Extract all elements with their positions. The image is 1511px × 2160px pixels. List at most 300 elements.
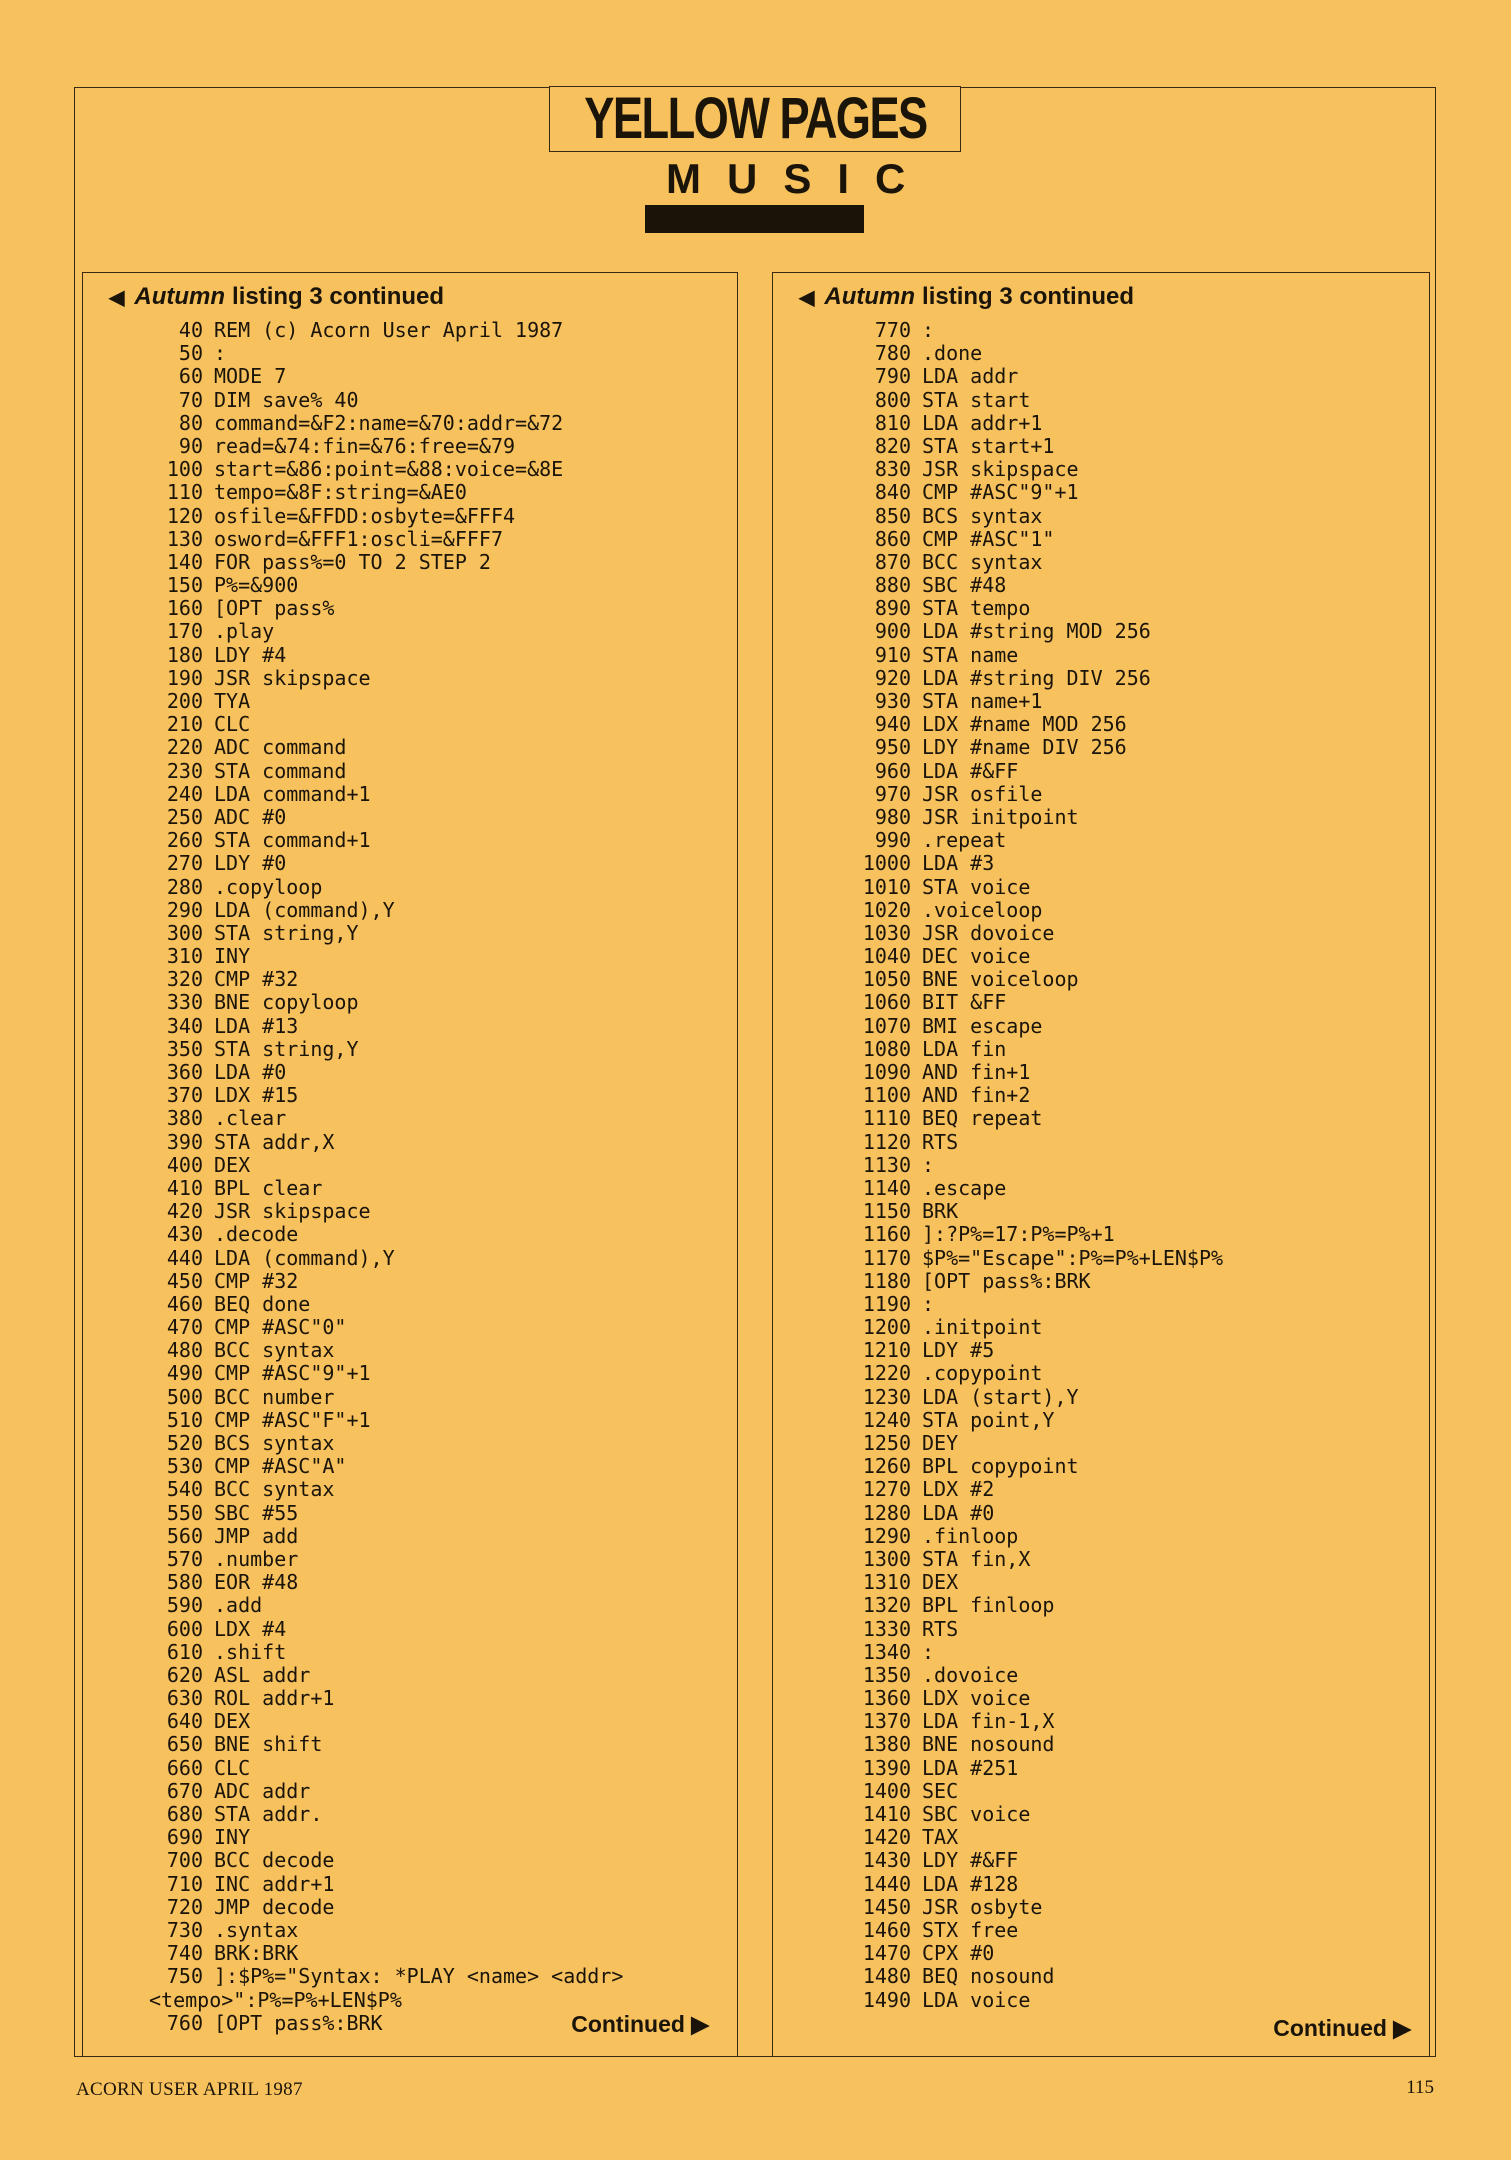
line-number: 1160 [862,1222,911,1247]
line-number: 1030 [862,920,911,945]
line-number: 630 [166,1686,203,1711]
line-code: : [922,1639,935,1664]
line-number: 360 [166,1060,203,1084]
line-code: .escape [922,1175,1007,1200]
line-number: 400 [166,1152,203,1177]
line-code: BEQ done [214,1291,311,1316]
code-line [83,1409,737,1432]
line-code: STA addr,X [214,1129,335,1154]
line-code: ADC addr [214,1778,311,1803]
code-line [773,365,1429,388]
line-number: 810 [874,410,911,435]
line-number: 770 [874,318,911,342]
line-number: 1270 [862,1477,911,1502]
line-number: 1340 [862,1639,911,1664]
code-line [773,1038,1429,1061]
line-number: 1020 [862,897,911,922]
line-number: 870 [874,549,911,574]
line-code: LDA voice [922,1987,1031,2012]
line-number: 160 [166,596,203,621]
line-code: command=&F2:name=&70:addr=&72 [214,410,564,435]
line-code: LDA #string MOD 256 [922,619,1151,644]
line-number: 970 [874,781,911,806]
code-line [773,458,1429,481]
code-line [83,1293,737,1316]
code-line [83,412,737,435]
code-line [773,806,1429,829]
line-number: 1390 [862,1755,911,1780]
line-code: STA string,Y [214,1036,359,1061]
code-line [773,412,1429,435]
code-line [773,1478,1429,1501]
line-number: 530 [166,1454,203,1479]
code-line [773,1177,1429,1200]
line-number: 1000 [862,851,911,876]
code-listing-right [773,319,1429,2012]
line-code: LDA #251 [922,1755,1019,1780]
line-code: CMP #32 [214,1268,299,1293]
code-line [83,1757,737,1780]
code-line [773,1525,1429,1548]
line-number: 940 [874,712,911,737]
line-code: LDA #0 [922,1500,995,1525]
code-line [83,1594,737,1617]
line-number: 720 [166,1894,203,1919]
line-number: 470 [166,1315,203,1340]
code-line [773,829,1429,852]
code-line [773,1919,1429,1942]
line-number: 1240 [862,1407,911,1432]
line-code: LDA addr+1 [922,410,1043,435]
code-line [773,760,1429,783]
line-code: BMI escape [922,1013,1043,1038]
continued-label-left: Continued ▶ [571,2011,709,2037]
code-line [773,1826,1429,1849]
line-code: P%=&900 [214,573,299,598]
line-code: .finloop [922,1523,1019,1548]
line-number: 1460 [862,1917,911,1942]
line-code: BRK [922,1199,959,1224]
line-code: DEX [922,1570,959,1595]
code-line [83,1525,737,1548]
line-code: JMP decode [214,1894,335,1919]
line-code: CMP #ASC"9"+1 [214,1361,371,1386]
line-number: 320 [166,967,203,992]
code-line [83,1107,737,1130]
line-code: BEQ repeat [922,1106,1043,1131]
line-number: 180 [166,642,203,667]
line-code: LDA fin-1,X [922,1709,1055,1734]
line-number: 1180 [862,1268,911,1293]
code-line [83,597,737,620]
line-number: 1310 [862,1570,911,1595]
line-code: BNE nosound [922,1732,1055,1757]
line-code: BPL copypoint [922,1454,1079,1479]
code-line [773,713,1429,736]
line-code: STA point,Y [922,1407,1055,1432]
line-code: SBC #48 [922,573,1007,598]
line-number: 340 [166,1013,203,1038]
panel-header-italic: Autumn [134,283,226,310]
code-line [83,1270,737,1293]
line-number: 210 [166,712,203,737]
code-line [83,1803,737,1826]
line-number: 1120 [862,1129,911,1154]
code-line [83,1223,737,1246]
code-line [83,713,737,736]
code-line [83,1548,737,1571]
line-number: 1290 [862,1523,911,1548]
code-line [773,1757,1429,1780]
line-code: [OPT pass% [214,596,335,621]
line-number: 760 [166,2010,203,2035]
code-listing-left [83,319,737,2035]
line-code: ]:?P%=17:P%=P%+1 [922,1222,1115,1247]
code-line [773,1386,1429,1409]
line-code: read=&74:fin=&76:free=&79 [214,433,516,458]
line-code: LDX #4 [214,1616,287,1641]
line-code: .number [214,1546,299,1571]
footer-page-number: 115 [1406,2077,1434,2098]
line-number: 570 [166,1546,203,1571]
line-number: 1110 [862,1106,911,1131]
line-number: 330 [166,990,203,1015]
code-line [83,1965,737,1988]
code-line [83,389,737,412]
line-number: 790 [874,364,911,389]
line-code: tempo=&8F:string=&AE0 [214,480,467,505]
line-number: 1300 [862,1546,911,1571]
code-line [773,1687,1429,1710]
line-number: 200 [166,689,203,713]
continued-label-right: Continued ▶ [1273,2015,1411,2041]
code-line [83,1873,737,1896]
code-line [773,899,1429,922]
line-number: 1140 [862,1175,911,1200]
line-number: 270 [166,851,203,876]
line-number: 380 [166,1106,203,1131]
line-number: 300 [166,920,203,945]
line-code: LDX #2 [922,1477,995,1502]
section-bar [645,205,864,233]
line-number: 240 [166,781,203,806]
line-code: MODE 7 [214,364,287,389]
line-number: 930 [874,689,911,713]
code-line [83,435,737,458]
code-line [83,783,737,806]
code-line [773,1942,1429,1965]
line-code: BCC syntax [214,1338,335,1363]
line-code: JSR skipspace [214,1199,371,1224]
line-code: CLC [214,1755,251,1780]
line-code: BRK:BRK [214,1941,299,1966]
line-code: BEQ nosound [922,1964,1055,1989]
line-number: 390 [166,1129,203,1154]
panel-header-text: listing 3 continued [232,283,445,310]
line-code: CMP #ASC"1" [922,526,1055,551]
line-number: 1440 [862,1871,911,1896]
line-code: LDA command+1 [214,781,371,806]
line-code: INY [214,944,251,969]
line-code: STA command+1 [214,828,371,853]
line-number: 50 [178,341,203,366]
line-number: 230 [166,758,203,783]
line-number: 1330 [862,1616,911,1641]
code-line [83,1015,737,1038]
line-number: 990 [874,828,911,853]
line-number: 450 [166,1268,203,1293]
line-number: 1260 [862,1454,911,1479]
code-line [83,1200,737,1223]
code-line [83,1154,737,1177]
line-code: LDX #name MOD 256 [922,712,1127,737]
line-code: BCC syntax [214,1477,335,1502]
code-line [773,1502,1429,1525]
line-code: LDA (command),Y [214,897,395,922]
listing-panel-left [82,272,738,2057]
line-number: 280 [166,874,203,899]
line-number: 1220 [862,1361,911,1386]
code-line [83,1710,737,1733]
line-number: 1370 [862,1709,911,1734]
line-code: FOR pass%=0 TO 2 STEP 2 [214,549,491,574]
line-code: SBC #55 [214,1500,299,1525]
line-code: [OPT pass%:BRK [922,1268,1091,1293]
line-number: 660 [166,1755,203,1780]
line-number: 120 [166,503,203,528]
panel-header-italic: Autumn [824,283,916,310]
line-number: 140 [166,549,203,574]
code-line [83,1084,737,1107]
line-code: .clear [214,1106,287,1131]
line-code: .dovoice [922,1662,1019,1687]
line-code: .initpoint [922,1315,1043,1340]
line-code: AND fin+1 [922,1060,1031,1084]
line-number: 460 [166,1291,203,1316]
code-line [773,551,1429,574]
line-code: CLC [214,712,251,737]
line-code: DEX [214,1152,251,1177]
code-line [83,1247,737,1270]
line-number: 730 [166,1917,203,1942]
code-line [83,342,737,365]
code-line [83,1316,737,1339]
line-code: LDA #13 [214,1013,299,1038]
line-code: ROL addr+1 [214,1686,335,1711]
line-code: JSR osbyte [922,1894,1043,1919]
line-code: LDA #3 [922,851,995,876]
code-line [83,365,737,388]
code-line [773,1223,1429,1246]
code-line [773,852,1429,875]
line-number: 420 [166,1199,203,1224]
line-number: 110 [166,480,203,505]
code-line [773,620,1429,643]
line-code: JSR initpoint [922,804,1079,829]
code-line [773,1270,1429,1293]
line-code: .copypoint [922,1361,1043,1386]
code-line [83,1478,737,1501]
line-code: start=&86:point=&88:voice=&8E [214,457,564,482]
line-code: : [214,341,227,366]
code-line [773,1247,1429,1270]
line-code: osword=&FFF1:oscli=&FFF7 [214,526,503,551]
code-line [83,481,737,504]
code-line [773,968,1429,991]
line-number: 70 [178,387,203,412]
line-code: $P%="Escape":P%=P%+LEN$P% [922,1245,1224,1270]
code-line [773,435,1429,458]
line-code: STA start [922,387,1031,412]
line-code: SBC voice [922,1802,1031,1826]
line-code: DEC voice [922,944,1031,969]
code-line [83,1571,737,1594]
code-line [773,574,1429,597]
code-line [83,690,737,713]
line-code: [OPT pass%:BRK [214,2010,383,2035]
line-number: 260 [166,828,203,853]
line-code: BCC decode [214,1848,335,1873]
code-line [773,1849,1429,1872]
code-line [83,806,737,829]
line-code: CMP #ASC"9"+1 [922,480,1079,505]
line-code: .repeat [922,828,1007,853]
line-number: 560 [166,1523,203,1548]
line-number: 1130 [862,1152,911,1177]
line-code: CMP #ASC"A" [214,1454,347,1479]
line-number: 1490 [862,1987,911,2012]
code-line [773,922,1429,945]
line-number: 430 [166,1222,203,1247]
line-number: 640 [166,1709,203,1734]
line-number: 540 [166,1477,203,1502]
code-line [83,1339,737,1362]
line-code: CPX #0 [922,1941,995,1966]
line-code: .voiceloop [922,897,1043,922]
line-code: LDA #string DIV 256 [922,665,1151,690]
code-line-continuation: <tempo>":P%=P%+LEN$P% [149,1987,402,2012]
code-line [773,481,1429,504]
code-line [773,1293,1429,1316]
code-line [773,1061,1429,1084]
line-number: 1100 [862,1083,911,1108]
line-number: 1250 [862,1431,911,1455]
code-line [83,1432,737,1455]
code-line [773,1618,1429,1641]
code-line [773,1409,1429,1432]
code-line [773,1664,1429,1687]
line-code: DEX [214,1709,251,1734]
line-number: 820 [874,433,911,458]
line-number: 220 [166,735,203,760]
line-code: STA fin,X [922,1546,1031,1571]
line-number: 1150 [862,1199,911,1224]
code-line [773,528,1429,551]
line-code: STA name+1 [922,689,1043,713]
code-line [83,551,737,574]
code-line [83,968,737,991]
line-code: : [922,1152,935,1177]
line-number: 250 [166,804,203,829]
line-code: INC addr+1 [214,1871,335,1896]
line-code: LDA (start),Y [922,1384,1079,1409]
line-number: 1050 [862,967,911,992]
line-code: SEC [922,1778,959,1803]
line-number: 1170 [862,1245,911,1270]
line-code: LDA addr [922,364,1019,389]
line-code: .copyloop [214,874,323,899]
line-number: 510 [166,1407,203,1432]
line-number: 550 [166,1500,203,1525]
line-number: 1200 [862,1315,911,1340]
back-arrow-icon: ◀ [799,286,815,309]
code-line [83,1826,737,1849]
code-line [773,1316,1429,1339]
code-line [83,644,737,667]
line-number: 680 [166,1802,203,1826]
line-code: .done [922,341,983,366]
line-number: 1210 [862,1338,911,1363]
line-number: 440 [166,1245,203,1270]
line-number: 600 [166,1616,203,1641]
line-number: 150 [166,573,203,598]
code-line [83,1942,737,1965]
line-number: 840 [874,480,911,505]
code-line [773,783,1429,806]
line-number: 100 [166,457,203,482]
code-line [83,1061,737,1084]
code-line [83,876,737,899]
code-line [773,1015,1429,1038]
line-code: JMP add [214,1523,299,1548]
line-code: .play [214,619,275,644]
code-line [83,1502,737,1525]
code-line [773,1154,1429,1177]
line-code: .add [214,1593,263,1618]
code-line [773,945,1429,968]
section-title: MUSIC [666,155,932,202]
line-code: LDY #0 [214,851,287,876]
line-code: CMP #32 [214,967,299,992]
line-code: DIM save% 40 [214,387,359,412]
line-code: STA start+1 [922,433,1055,458]
line-code: LDX voice [922,1686,1031,1711]
line-code: RTS [922,1616,959,1641]
line-code: RTS [922,1129,959,1154]
line-code: LDX #15 [214,1083,299,1108]
line-number: 710 [166,1871,203,1896]
line-code: : [922,318,935,342]
line-code: BCC syntax [922,549,1043,574]
line-code: LDA (command),Y [214,1245,395,1270]
code-line [83,922,737,945]
line-code: : [922,1291,935,1316]
code-line [773,1896,1429,1919]
line-number: 90 [178,433,203,458]
code-line [83,736,737,759]
line-number: 1470 [862,1941,911,1966]
code-line [83,1131,737,1154]
code-line [773,690,1429,713]
listing-panel-right [772,272,1430,2057]
line-number: 850 [874,503,911,528]
line-code: LDA #128 [922,1871,1019,1896]
code-line [83,829,737,852]
code-line [83,1641,737,1664]
line-code: TYA [214,689,251,713]
line-number: 690 [166,1825,203,1850]
code-line [773,1084,1429,1107]
